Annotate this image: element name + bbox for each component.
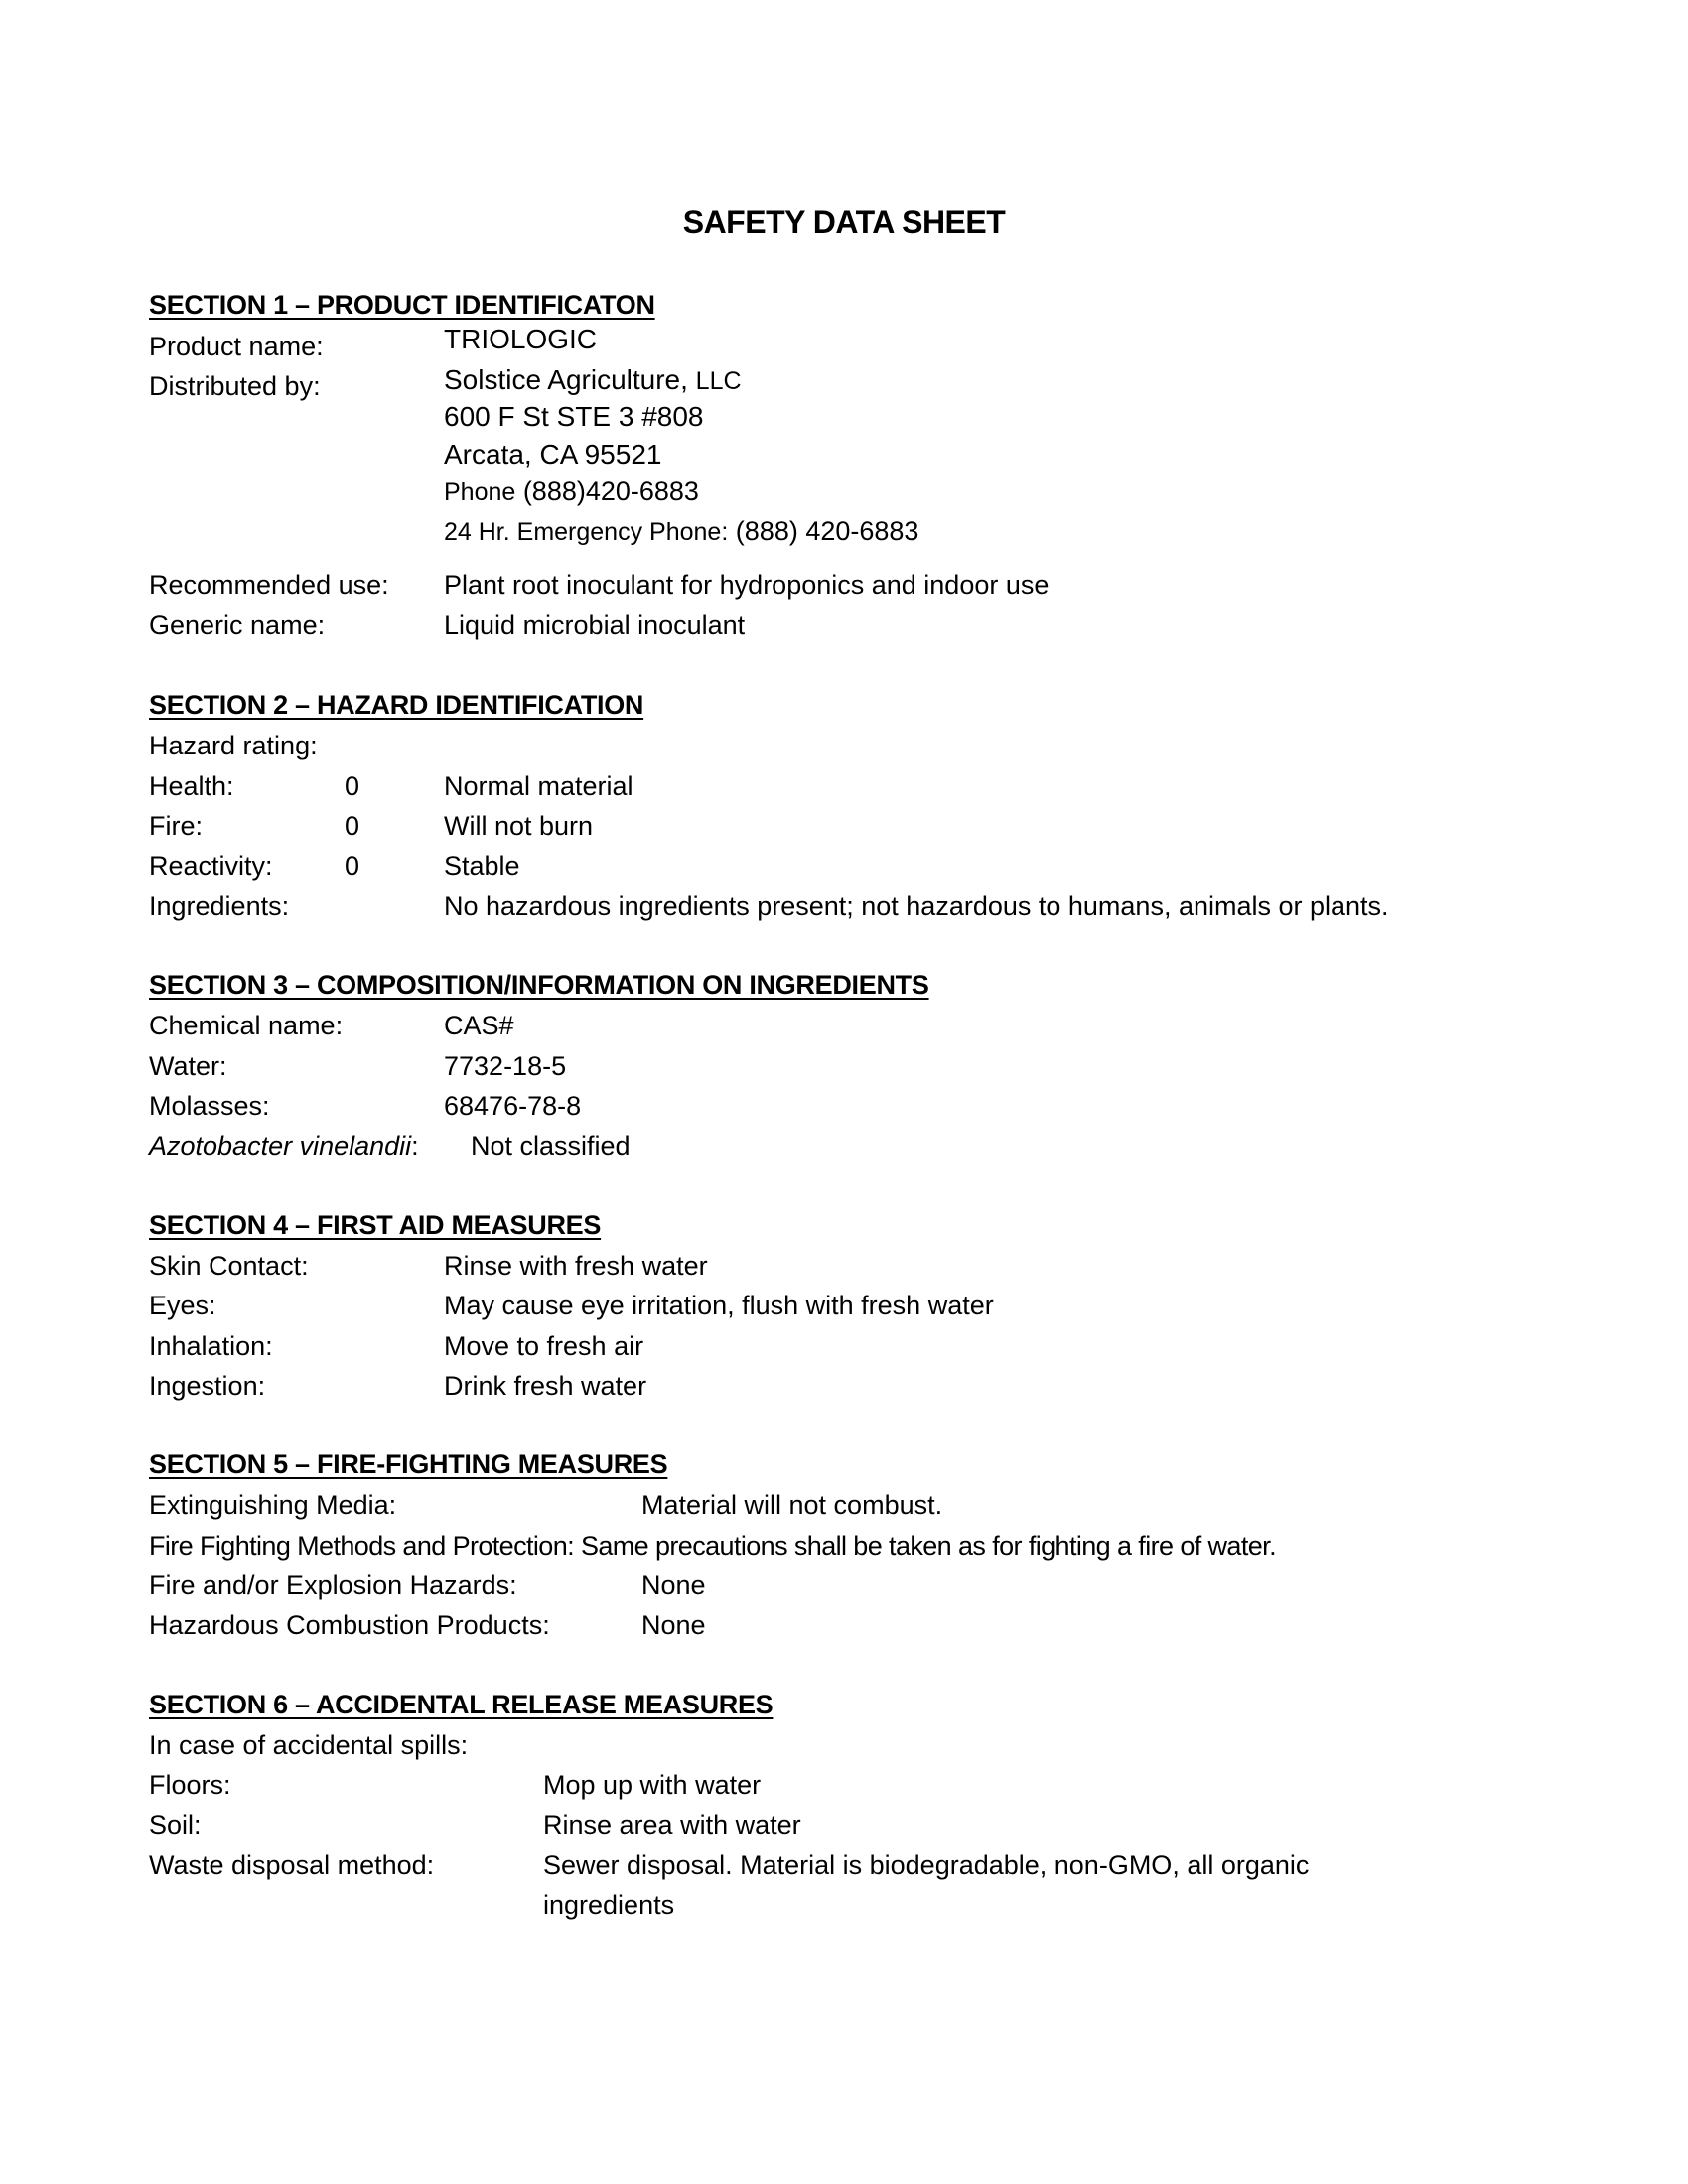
- combustion-products-value: None: [641, 1610, 706, 1640]
- organism-name: Azotobacter vinelandii: [149, 1131, 412, 1160]
- section-3-heading: SECTION 3 – COMPOSITION/INFORMATION ON INGREDIENTS: [149, 970, 929, 1000]
- document-title: SAFETY DATA SHEET: [682, 205, 1006, 240]
- ingredients-value: No hazardous ingredients present; not hazardous to humans, animals or plants.: [444, 891, 1389, 921]
- waste-disposal-value-continued: ingredients: [543, 1890, 675, 1920]
- distributor-address-2: Arcata, CA 95521: [444, 439, 662, 470]
- product-name-value: TRIOLOGIC: [444, 324, 598, 354]
- generic-name-value: Liquid microbial inoculant: [444, 611, 746, 640]
- combustion-products-label: Hazardous Combustion Products:: [149, 1610, 550, 1640]
- section-2-heading: SECTION 2 – HAZARD IDENTIFICATION: [149, 690, 644, 720]
- distributor-address-1: 600 F St STE 3 #808: [444, 401, 704, 432]
- ingestion-value: Drink fresh water: [444, 1371, 647, 1401]
- phone-prefix: Phone: [444, 478, 516, 506]
- skin-contact-value: Rinse with fresh water: [444, 1251, 708, 1281]
- distributed-by-label: Distributed by:: [149, 371, 321, 401]
- hazard-fire-rating: 0: [345, 811, 360, 841]
- recommended-use-label: Recommended use:: [149, 570, 389, 600]
- molasses-label: Molasses:: [149, 1091, 270, 1121]
- organism-value: Not classified: [471, 1131, 631, 1160]
- section-4-heading: SECTION 4 – FIRST AID MEASURES: [149, 1210, 602, 1240]
- soil-label: Soil:: [149, 1810, 202, 1840]
- section-1-heading: SECTION 1 – PRODUCT IDENTIFICATON: [149, 290, 655, 320]
- hazard-health-label: Health:: [149, 771, 234, 801]
- soil-value: Rinse area with water: [543, 1810, 801, 1840]
- hazard-health-rating: 0: [345, 771, 360, 801]
- fire-fighting-methods-label: Fire Fighting Methods and Protection:: [149, 1531, 575, 1561]
- inhalation-label: Inhalation:: [149, 1331, 273, 1361]
- organism-colon: :: [411, 1131, 419, 1160]
- ingestion-label: Ingestion:: [149, 1371, 266, 1401]
- hazard-fire-label: Fire:: [149, 811, 203, 841]
- emergency-phone-number: (888) 420-6883: [735, 516, 919, 546]
- hazard-reactivity-desc: Stable: [444, 851, 520, 881]
- explosion-hazards-label: Fire and/or Explosion Hazards:: [149, 1570, 517, 1600]
- generic-name-label: Generic name:: [149, 611, 326, 640]
- distributor-company: [444, 364, 742, 397]
- fire-fighting-methods-value: Same precautions shall be taken as for fighting a fire of water.: [580, 1531, 1276, 1561]
- distributor-company-suffix: LLC: [695, 367, 742, 395]
- fire-fighting-methods-row: [149, 1530, 1276, 1562]
- hazard-reactivity-label: Reactivity:: [149, 851, 273, 881]
- water-label: Water:: [149, 1051, 227, 1081]
- waste-disposal-label: Waste disposal method:: [149, 1850, 435, 1880]
- extinguishing-media-value: Material will not combust.: [641, 1490, 943, 1520]
- eyes-label: Eyes:: [149, 1291, 216, 1320]
- skin-contact-label: Skin Contact:: [149, 1251, 309, 1281]
- floors-value: Mop up with water: [543, 1770, 762, 1800]
- hazard-rating-label: Hazard rating:: [149, 731, 318, 760]
- distributor-company-name: Solstice Agriculture,: [444, 364, 688, 395]
- section-5-heading: SECTION 5 – FIRE-FIGHTING MEASURES: [149, 1449, 668, 1479]
- organism-label: [149, 1130, 419, 1161]
- hazard-fire-desc: Will not burn: [444, 811, 594, 841]
- phone-number: (888)420-6883: [522, 477, 699, 506]
- recommended-use-value: Plant root inoculant for hydroponics and indoor use: [444, 570, 1050, 600]
- emergency-phone: [444, 515, 918, 548]
- water-cas: 7732-18-5: [444, 1051, 567, 1081]
- explosion-hazards-value: None: [641, 1570, 706, 1600]
- spills-intro: In case of accidental spills:: [149, 1730, 469, 1760]
- waste-disposal-value: Sewer disposal. Material is biodegradable, non-GMO, all organic: [543, 1850, 1310, 1880]
- chemical-name-label: Chemical name:: [149, 1011, 344, 1040]
- floors-label: Floors:: [149, 1770, 231, 1800]
- ingredients-label: Ingredients:: [149, 891, 290, 921]
- distributor-phone: [444, 476, 699, 508]
- product-name-label: Product name:: [149, 332, 324, 361]
- inhalation-value: Move to fresh air: [444, 1331, 644, 1361]
- hazard-reactivity-rating: 0: [345, 851, 360, 881]
- emergency-phone-prefix: 24 Hr. Emergency Phone:: [444, 518, 729, 546]
- molasses-cas: 68476-78-8: [444, 1091, 582, 1121]
- extinguishing-media-label: Extinguishing Media:: [149, 1490, 397, 1520]
- hazard-health-desc: Normal material: [444, 771, 633, 801]
- cas-header: CAS#: [444, 1011, 514, 1040]
- eyes-value: May cause eye irritation, flush with fresh water: [444, 1291, 994, 1320]
- section-6-heading: SECTION 6 – ACCIDENTAL RELEASE MEASURES: [149, 1690, 774, 1719]
